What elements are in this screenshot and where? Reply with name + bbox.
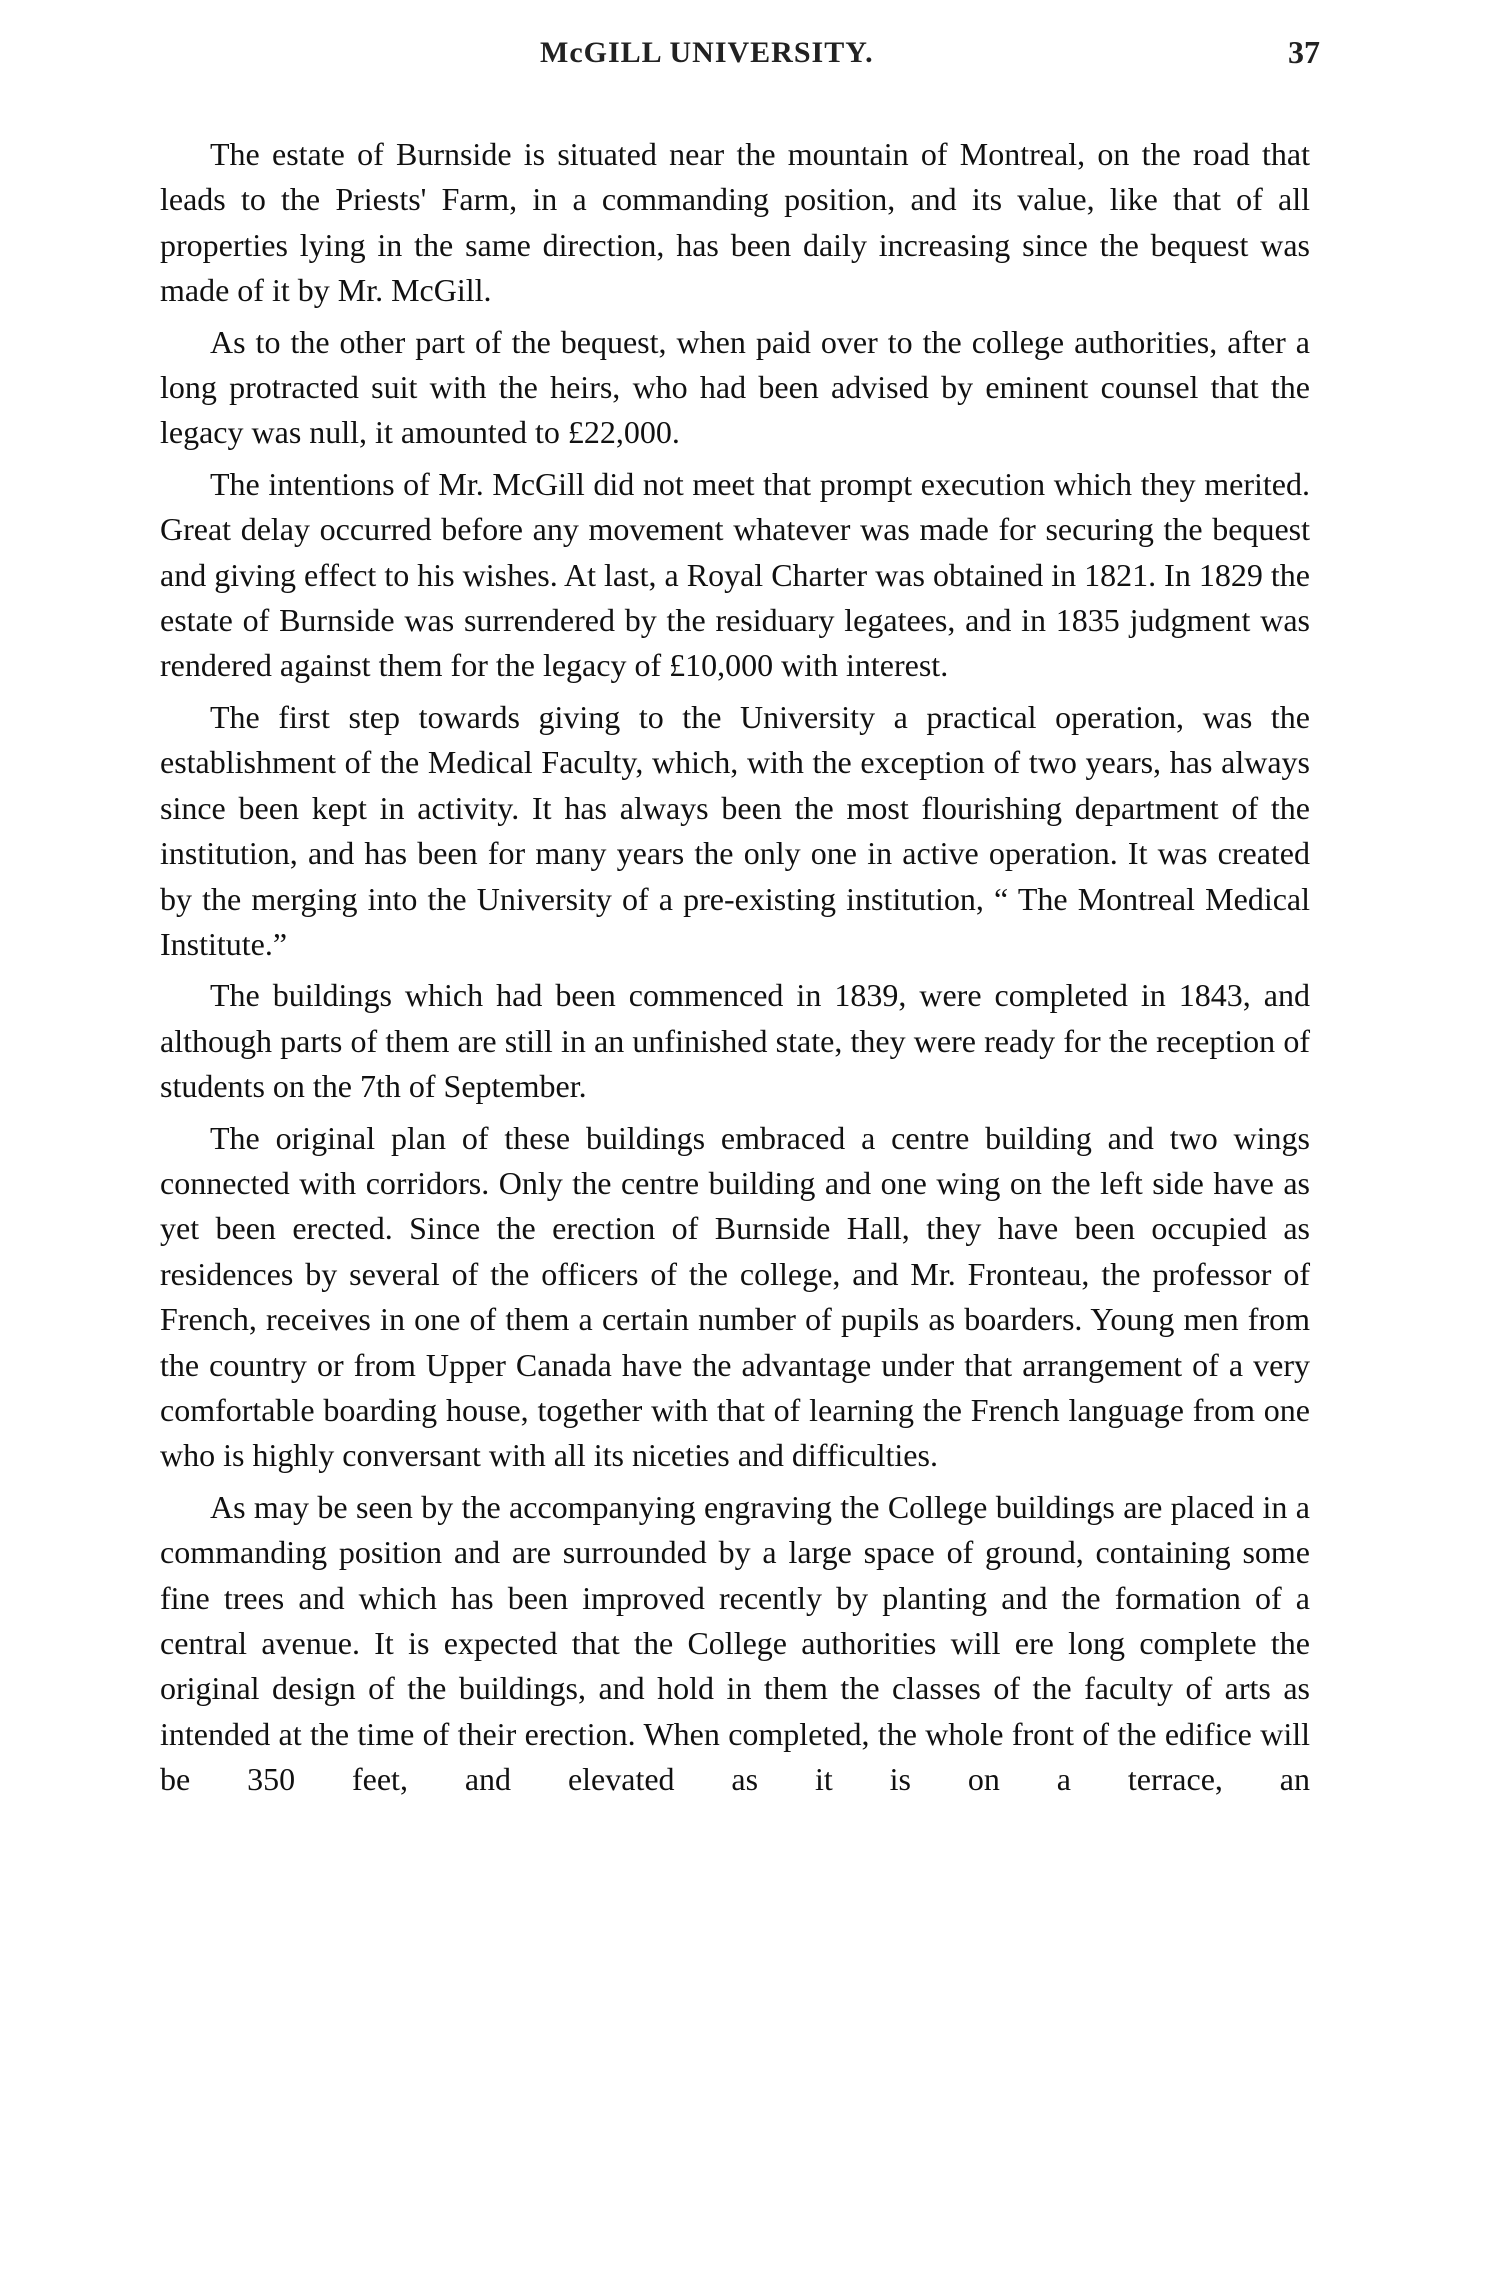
paragraph-college-grounds: As may be seen by the accompanying engraving the College buildings are placed in a commanding position and are surrounded by a large space of ground, containing some fine trees and which has been improved recently by planting and the formation of a central avenue. It is expected that the College authorities will ere long complete the original design of the buildings, and hold in them the classes of the faculty of arts as intended at the time of their erection. When completed, the whole front of the edifice will be 350 feet, and elevated as it is on a terrace, an [160, 1488, 1310, 1798]
body-text [160, 132, 1310, 1809]
paragraph-medical-faculty: The first step towards giving to the University a practical operation, was the establishment of the Medical Faculty, which, with the exception of two years, has always since been kept in activity. It has always been the most flourishing department of the institution, and has been for many years the only one in active operation. It was created by the merging into the University of a pre-existing institution, “ The Montreal Medical Institute.” [160, 698, 1310, 962]
page-number: 37 [1288, 34, 1320, 70]
page-header [160, 30, 1320, 80]
paragraph-burnside-estate: The estate of Burnside is situated near the mountain of Montreal, on the road that leads to the Priests' Farm, in a commanding position, and its value, like that of all properties lying in the same direction, has been daily increasing since the bequest was made of it by Mr. McGill. [160, 136, 1310, 309]
paragraph-buildings-completed: The buildings which had been commenced in 1839, were completed in 1843, and although parts of them are still in an unfinished state, they were ready for the reception of students on the 7th of September. [160, 977, 1310, 1105]
paragraph-original-plan: The original plan of these buildings embraced a centre building and two wings connected with corridors. Only the centre building and one wing on the left side have as yet been erected. Since the erection of Burnside Hall, they have been occupied as residences by several of the officers of the college, and Mr. Fronteau, the professor of French, receives in one of them a certain number of pupils as boarders. Young men from the country or from Upper Canada have the advantage under that arrangement of a very comfortable boarding house, together with that of learning the French language from one who is highly conversant with all its niceties and difficulties. [160, 1119, 1310, 1474]
paragraph-intentions: The intentions of Mr. McGill did not meet that prompt execution which they merited. Great delay occurred before any movement whatever was made for securing the bequest and giving effect to his wishes. At last, a Royal Charter was obtained in 1821. In 1829 the estate of Burnside was surrendered by the residuary legatees, and in 1835 judgment was rendered against them for the legacy of £10,000 with interest. [160, 465, 1310, 684]
paragraph-bequest-amount: As to the other part of the bequest, when paid over to the college authorities, after a long protracted suit with the heirs, who had been advised by eminent counsel that the legacy was null, it amounted to £22,000. [160, 323, 1310, 451]
running-head: McGILL UNIVERSITY. [540, 36, 874, 69]
